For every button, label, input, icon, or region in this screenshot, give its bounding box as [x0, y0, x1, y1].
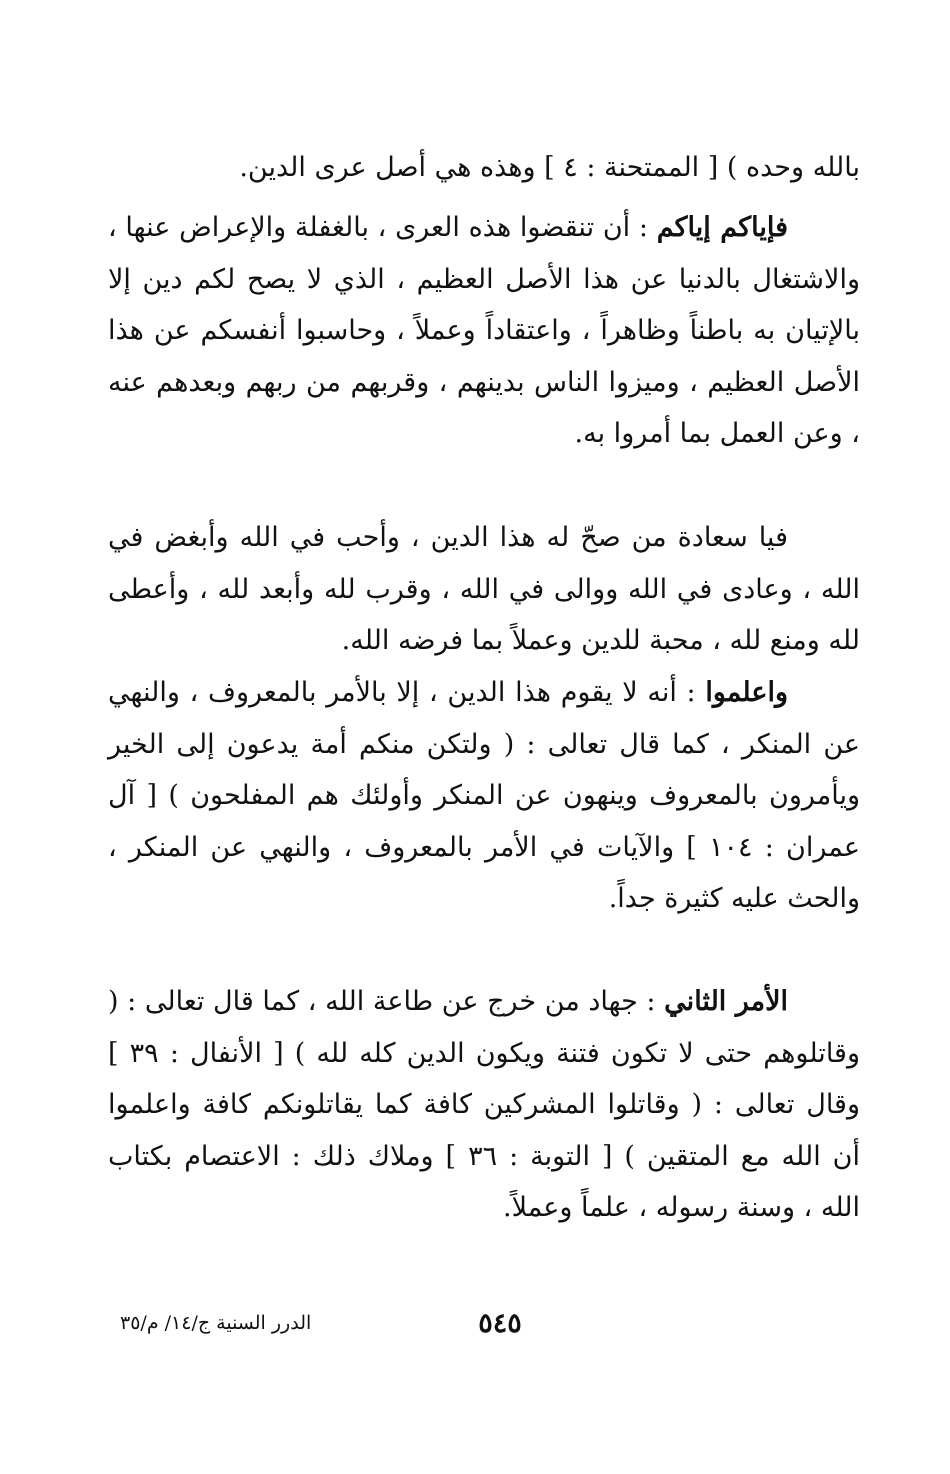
paragraph-know [108, 667, 860, 925]
paragraph-lead: فإياكم إياكم [656, 212, 788, 243]
paragraph-text: : أن تنقضوا هذه العرى ، بالغفلة والإعراض عنها ، والاشتغال بالدنيا عن هذا الأصل العظيم ، الذي لا يصح لكم دين إلا بالإتيان به باطناً وظاهراً ، واعتقاداً وعملاً ، وحاسبوا أنفسكم عن هذا الأصل العظيم ، وميزوا الناس بدينهم ، وقربهم من ربهم وبعدهم عنه ، وعن العمل بما أمروا به. [108, 212, 860, 449]
page-number: ٥٤٥ [478, 1308, 522, 1339]
paragraph-second-matter [108, 976, 860, 1234]
paragraph-continuation [108, 142, 860, 194]
paragraph-text: بالله وحده ) [ الممتحنة : ٤ ] وهذه هي أصل عرى الدين. [239, 152, 860, 183]
paragraph-text: : جهاد من خرج عن طاعة الله ، كما قال تعالى : ( وقاتلوهم حتى لا تكون فتنة ويكون الدين كله لله ) [ الأنفال : ٣٩ ] وقال تعالى : ( وقاتلوا المشركين كافة كما يقاتلونكم كافة واعلموا أن الله مع المتقين ) [ التوبة : ٣٦ ] وملاك ذلك : الاعتصام بكتاب الله ، وسنة رسوله ، علماً وعملاً. [108, 986, 860, 1223]
paragraph-text: : أنه لا يقوم هذا الدين ، إلا بالأمر بالمعروف ، والنهي عن المنكر ، كما قال تعالى : ( ولتكن منكم أمة يدعون إلى الخير ويأمرون بالمعروف وينهون عن المنكر وأولئك هم المفلحون ) [ آل عمران : ١٠٤ ] والآيات في الأمر بالمعروف ، والنهي عن المنكر ، والحث عليه كثيرة جداً. [108, 677, 860, 914]
paragraph-happiness [108, 512, 860, 667]
paragraph-text: فيا سعادة من صحّ له هذا الدين ، وأحب في الله وأبغض في الله ، وعادى في الله ووالى في الله ، وقرب لله وأبعد لله ، وأعطى لله ومنع لله ، محبة للدين وعملاً بما فرضه الله. [108, 522, 860, 656]
source-reference: الدرر السنية ج/١٤/ م/٣٥ [120, 1312, 312, 1334]
paragraph-lead: واعلموا [705, 677, 788, 708]
paragraph-beware [108, 202, 860, 460]
page-footer [0, 1308, 950, 1348]
paragraph-lead: الأمر الثاني [664, 986, 789, 1017]
